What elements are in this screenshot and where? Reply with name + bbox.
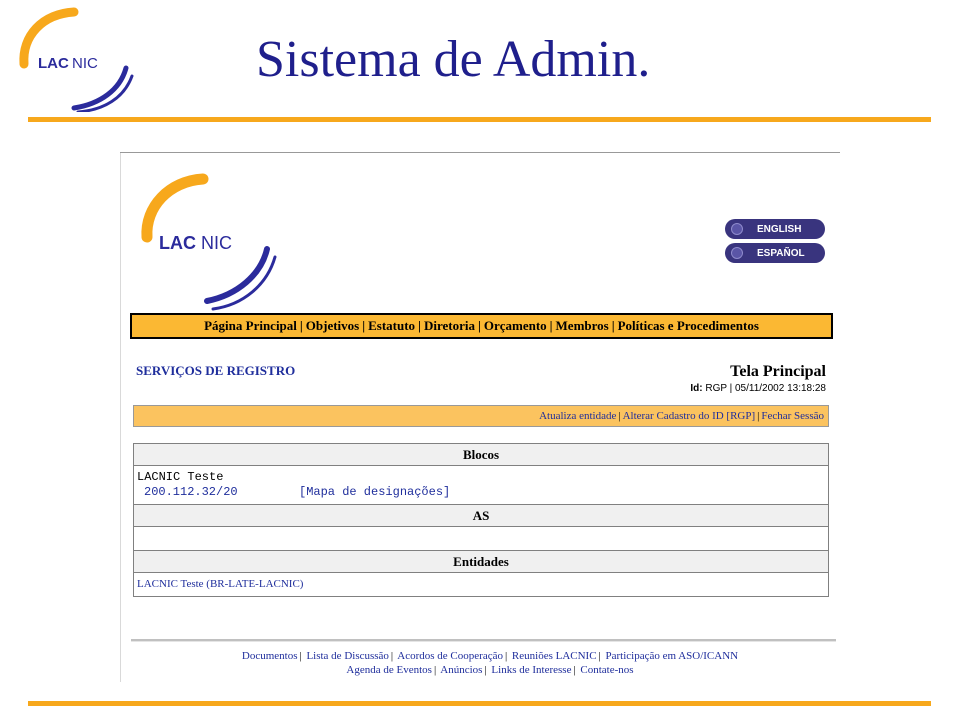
nav-separator: | xyxy=(299,318,303,333)
footer-separator: | xyxy=(390,650,394,662)
footer-separator: | xyxy=(299,650,302,662)
blocks-body xyxy=(134,466,828,504)
alterar-cadastro-link[interactable]: Alterar Cadastro do ID [RGP] xyxy=(622,410,756,422)
site-lacnic-logo[interactable] xyxy=(133,171,283,311)
blocks-header: Blocos xyxy=(134,444,828,466)
fechar-sessao-link[interactable]: Fechar Sessão xyxy=(761,410,824,422)
footer-lista-link[interactable]: Lista de Discussão xyxy=(306,650,389,662)
screen-title: Tela Principal xyxy=(730,363,826,380)
button-bullet-icon xyxy=(731,223,743,235)
espanol-button[interactable] xyxy=(725,243,825,263)
nav-separator: | xyxy=(362,318,366,333)
footer-documentos-link[interactable]: Documentos xyxy=(241,650,298,662)
entities-header: Entidades xyxy=(134,551,828,573)
atualiza-entidade-link[interactable]: Atualiza entidade xyxy=(539,410,617,422)
block-org-name: LACNIC Teste xyxy=(137,470,224,484)
as-header: AS xyxy=(134,505,828,527)
footer-agenda-link[interactable]: Agenda de Eventos xyxy=(346,664,432,676)
nav-politicas[interactable]: Políticas e Procedimentos xyxy=(617,318,759,333)
footer-acordos-link[interactable]: Acordos de Cooperação xyxy=(397,650,503,662)
logo-text-nic: NIC xyxy=(72,55,98,72)
nav-orcamento[interactable]: Orçamento xyxy=(483,318,547,333)
nav-separator: | xyxy=(418,318,421,333)
site-logo-text-nic: NIC xyxy=(201,233,232,253)
footer-links-interesse-link[interactable]: Links de Interesse xyxy=(491,664,572,676)
english-label: ENGLISH xyxy=(757,223,802,235)
section-title: SERVIÇOS DE REGISTRO xyxy=(136,363,296,378)
footer-divider xyxy=(131,639,836,642)
footer-separator: | xyxy=(573,664,576,676)
id-value: RGP | 05/11/2002 13:18:28 xyxy=(705,383,826,394)
footer-reunioes-link[interactable]: Reuniões LACNIC xyxy=(511,650,597,662)
footer-separator: | xyxy=(598,650,601,662)
footer-separator: | xyxy=(433,664,437,676)
lacnic-logo xyxy=(12,6,142,112)
as-body xyxy=(134,527,828,549)
nav-objetivos[interactable]: Objetivos xyxy=(305,318,360,333)
top-divider xyxy=(28,117,931,122)
entities-body xyxy=(134,573,828,595)
footer-links-row-2 xyxy=(120,664,840,676)
logo-text-lac: LAC xyxy=(38,55,69,72)
button-bullet-icon xyxy=(731,247,743,259)
entity-link[interactable]: LACNIC Teste (BR-LATE-LACNIC) xyxy=(137,578,304,590)
nav-separator: | xyxy=(611,318,615,333)
nav-estatuto[interactable]: Estatuto xyxy=(368,318,416,333)
action-separator: | xyxy=(618,410,621,422)
site-logo-text-lac: LAC xyxy=(159,233,196,253)
footer-participacao-link[interactable]: Participação em ASO/ICANN xyxy=(605,650,739,662)
designation-map-link[interactable]: [Mapa de designações] xyxy=(299,485,451,499)
main-navigation xyxy=(130,313,833,339)
id-label: Id: xyxy=(690,383,703,394)
footer-links-row-1 xyxy=(120,650,840,662)
blocks-table xyxy=(133,443,829,505)
footer-separator: | xyxy=(484,664,487,676)
entities-table xyxy=(133,551,829,597)
action-bar xyxy=(133,405,829,427)
slide-title: Sistema de Admin. xyxy=(256,31,651,88)
nav-diretoria[interactable]: Diretoria xyxy=(423,318,475,333)
footer-contate-link[interactable]: Contate-nos xyxy=(580,664,634,676)
as-table xyxy=(133,505,829,551)
footer-anuncios-link[interactable]: Anúncios xyxy=(440,664,483,676)
action-separator: | xyxy=(757,410,760,422)
frame-edge xyxy=(120,153,121,682)
session-id xyxy=(690,383,826,394)
espanol-label: ESPAÑOL xyxy=(757,247,805,259)
footer-separator: | xyxy=(504,650,508,662)
admin-page-screenshot xyxy=(120,152,840,682)
nav-pagina-principal[interactable]: Página Principal xyxy=(204,318,297,333)
bottom-divider xyxy=(28,701,931,706)
nav-membros[interactable]: Membros xyxy=(555,318,609,333)
nav-separator: | xyxy=(549,318,553,333)
block-prefix-link[interactable]: 200.112.32/20 xyxy=(144,485,238,499)
nav-separator: | xyxy=(477,318,481,333)
english-button[interactable] xyxy=(725,219,825,239)
